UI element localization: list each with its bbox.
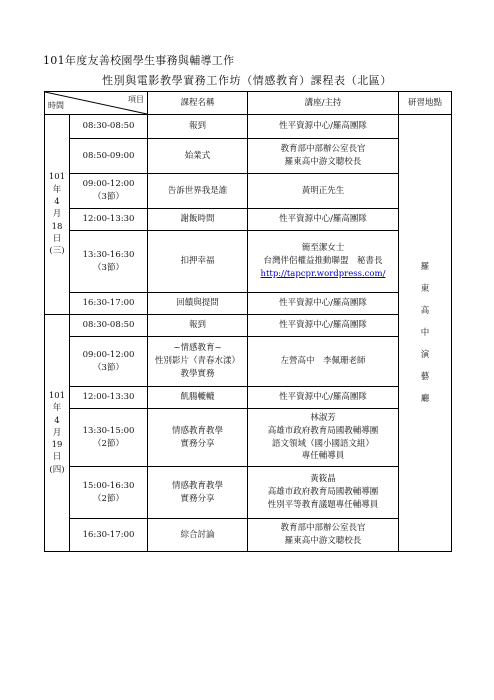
lecturer-line: 性平資源中心/羅高團隊 (279, 121, 367, 132)
table-row (45, 409, 452, 467)
lecturer-line: 簡至潔女士 (301, 243, 345, 254)
lecturer-cell (248, 174, 399, 209)
time-line: 09:00-12:00 (82, 179, 135, 190)
time-line: 12:00-13:30 (82, 214, 135, 225)
header-course: 課程名稱 (148, 92, 248, 115)
lecturer-cell (248, 315, 399, 337)
date-char: (三) (49, 246, 65, 257)
course-line: ~情感教育~ (173, 343, 222, 354)
lecturer-line: 黃筱晶 (310, 474, 336, 485)
lecturer-cell (248, 139, 399, 174)
time-line: （2節） (93, 438, 124, 449)
table-row (45, 209, 452, 231)
date-char: (四) (49, 464, 65, 475)
course-line: 飢腸轆轆 (180, 392, 215, 403)
course-line: 報到 (188, 320, 206, 331)
lecturer-line: 性平資源中心/羅高團隊 (279, 320, 367, 331)
table-row (45, 519, 452, 552)
date-char: 月 (52, 209, 62, 220)
course-cell (148, 174, 248, 209)
lecturer-cell (248, 519, 399, 552)
course-cell (148, 293, 248, 315)
time-line: 08:30-08:50 (82, 121, 135, 132)
time-cell (70, 115, 148, 139)
date-char: 年 (52, 403, 62, 414)
table-row (45, 315, 452, 337)
table-row (45, 231, 452, 293)
venue-char: 廳 (420, 394, 430, 405)
time-line: 16:30-17:00 (82, 298, 135, 309)
lecturer-line: 專任輔導員 (301, 451, 345, 462)
lecturer-line: 性平資源中心/羅高團隊 (279, 392, 367, 403)
course-line: 情感教育教學 (171, 425, 223, 436)
lecturer-cell (248, 467, 399, 519)
course-cell (148, 409, 248, 467)
time-line: 12:00-13:30 (82, 392, 135, 403)
table-row (45, 337, 452, 387)
date-char: 4 (54, 415, 60, 426)
venue-cell (399, 115, 452, 552)
lecturer-cell (248, 387, 399, 409)
course-cell (148, 387, 248, 409)
time-line: 15:00-16:30 (82, 480, 135, 491)
course-line: 實務分享 (180, 438, 215, 449)
course-line: 回饋與提問 (176, 298, 219, 309)
time-line: （2節） (93, 493, 124, 504)
table-row (45, 387, 452, 409)
time-cell (70, 519, 148, 552)
venue-char: 中 (420, 327, 430, 338)
time-cell (70, 139, 148, 174)
lecturer-line: 性別平等教育議題專任輔導員 (267, 499, 379, 510)
lecturer-line: 黃明正先生 (301, 185, 345, 196)
time-cell (70, 231, 148, 293)
table-row (45, 174, 452, 209)
lecturer-cell (248, 293, 399, 315)
time-cell (70, 387, 148, 409)
lecturer-line: 羅東高中游文聰校長 (284, 157, 362, 167)
header-item: 項目 (128, 95, 144, 104)
table-row (45, 293, 452, 315)
course-cell (148, 519, 248, 552)
time-cell (70, 209, 148, 231)
document-title: 101年度友善校園學生事務與輔導工作 (43, 54, 235, 67)
course-cell (148, 315, 248, 337)
date-char: 年 (52, 184, 62, 195)
time-cell (70, 293, 148, 315)
time-line: 16:30-17:00 (82, 529, 135, 540)
lecturer-cell (248, 115, 399, 139)
time-cell (70, 337, 148, 387)
venue-char: 演 (420, 350, 430, 361)
header-venue: 研習地點 (399, 92, 452, 115)
course-line: 始業式 (184, 150, 211, 161)
lecturer-line: 教育部中部辦公室長官 (280, 144, 366, 155)
day-date-cell (45, 115, 70, 315)
day-date-cell (45, 315, 70, 552)
lecturer-line: 高雄市政府教育局國教輔導團 (267, 487, 379, 498)
venue-char: 東 (420, 283, 430, 294)
date-char: 19 (51, 440, 63, 451)
course-line: 情感教育教學 (171, 480, 223, 491)
course-line: 報到 (188, 121, 206, 132)
time-cell (70, 315, 148, 337)
course-line: 扣押幸福 (180, 256, 215, 267)
schedule-title: 性別與電影教學實務工作坊（情感教育）課程表（北區） (102, 74, 392, 87)
course-line: 實務分享 (180, 493, 215, 504)
lecturer-cell (248, 209, 399, 231)
header-time: 時間 (48, 101, 64, 110)
course-cell (148, 115, 248, 139)
time-cell (70, 174, 148, 209)
venue-char: 羅 (420, 261, 430, 272)
course-cell (148, 139, 248, 174)
course-line: 性別影片（青春水漾） (154, 356, 240, 367)
lecturer-line: 羅東高中游文聰校長 (284, 536, 362, 546)
date-char: 4 (54, 197, 60, 208)
lecturer-line: 語文領域（國小國語文組） (271, 438, 374, 449)
lecturer-cell (248, 337, 399, 387)
schedule-table (44, 91, 452, 552)
date-char: 月 (52, 427, 62, 438)
lecturer-line: 教育部中部辦公室長官 (280, 523, 366, 534)
time-line: 08:30-08:50 (82, 320, 135, 331)
lecturer-line: 性平資源中心/羅高團隊 (279, 298, 367, 309)
course-line: 教學實務 (180, 368, 215, 379)
lecturer-line: 台灣伴侶權益推動聯盟 秘書長 (263, 256, 383, 267)
schedule-body (45, 92, 452, 552)
course-line: 告訴世界我是誰 (167, 185, 228, 196)
course-line: 謝飯時間 (180, 214, 215, 225)
time-line: 13:30-15:00 (82, 425, 135, 436)
date-char: 101 (48, 172, 66, 183)
date-char: 日 (52, 452, 62, 463)
date-char: 日 (52, 233, 62, 244)
time-line: （3節） (93, 262, 124, 273)
table-row (45, 467, 452, 519)
time-line: 09:00-12:00 (82, 349, 135, 360)
lecturer-line: 性平資源中心/羅高團隊 (279, 214, 367, 225)
time-cell (70, 467, 148, 519)
time-line: 13:30-16:30 (82, 249, 135, 260)
header-row (45, 92, 452, 115)
lecturer-cell (248, 409, 399, 467)
website-link[interactable]: http://tapcpr.wordpress.com/ (260, 268, 386, 279)
lecturer-line: 左營高中 李佩珊老師 (280, 356, 366, 367)
header-lecturer: 講座/主持 (248, 92, 399, 115)
time-line: （3節） (93, 362, 124, 373)
course-line: 綜合討論 (180, 529, 215, 540)
lecturer-line: 林淑芳 (310, 413, 336, 423)
table-row (45, 139, 452, 174)
table-row (45, 115, 452, 139)
venue-char: 高 (420, 305, 430, 316)
lecturer-line: 高雄市政府教育局國教輔導團 (267, 425, 379, 436)
lecturer-cell (248, 231, 399, 293)
course-cell (148, 337, 248, 387)
venue-char: 藝 (420, 372, 430, 383)
date-char: 101 (48, 390, 66, 401)
date-char: 18 (51, 221, 63, 232)
course-cell (148, 209, 248, 231)
header-time-item (45, 92, 148, 115)
course-cell (148, 231, 248, 293)
time-line: 08:50-09:00 (82, 150, 135, 161)
course-cell (148, 467, 248, 519)
time-cell (70, 409, 148, 467)
time-line: （3節） (93, 192, 124, 202)
